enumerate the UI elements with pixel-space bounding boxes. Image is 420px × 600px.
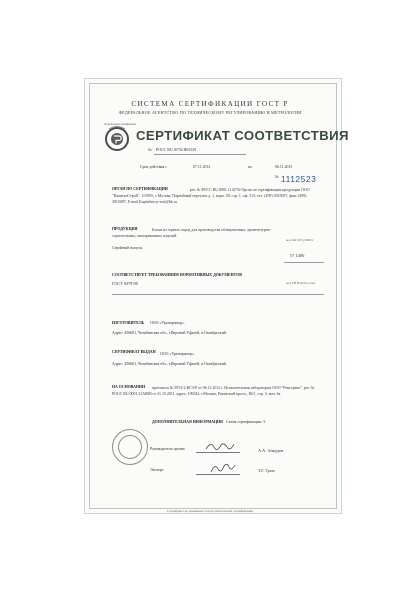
logo-caption: Добровольная сертификация (104, 123, 136, 126)
expert-signature-label: Эксперт (150, 468, 164, 472)
expert-signature-icon (210, 462, 236, 474)
requirements-label: СООТВЕТСТВУЕТ ТРЕБОВАНИЯМ НОРМАТИВНЫХ ДОКУМЕНТОВ (112, 273, 242, 277)
manufacturer-label: ИЗГОТОВИТЕЛЬ (112, 321, 145, 325)
product-text: Блоки из горных пород для производства облицовочных, архитектурно-строительных, мемориальных изделий. (112, 228, 272, 238)
valid-from: 07.11.2012 (193, 165, 211, 169)
manufacturer-name: ООО «Уралмрамор». (150, 321, 185, 325)
valid-to: 06.11.2015 (275, 165, 293, 169)
valid-to-label: по (248, 165, 253, 169)
okp-label: код ОК 005 (ОКП): (286, 238, 314, 242)
additional-label: ДОПОЛНИТЕЛЬНАЯ ИНФОРМАЦИЯ (152, 420, 223, 424)
head-signature-icon (205, 440, 235, 452)
reg-number: 1112523 (281, 174, 317, 184)
product-label: ПРОДУКЦИЯ (112, 227, 138, 231)
cert-number-label: № (148, 148, 152, 152)
basis-text: протокола № 5974-2-КСЗ-Р от 06.11.2012 г. Испытательная лаборатория ООО "Ремсервис", рег. № РОСС RU.0001.21АВ80 от 21.10.2011, адрес: 109542, г.Москва, Рязанский просп., 86/1, стр. 3, ком. 6а (112, 386, 315, 396)
okp-code: 57 1400 (290, 253, 305, 258)
system-title: СИСТЕМА СЕРТИФИКАЦИИ ГОСТ Р (131, 100, 289, 108)
issued-to-name: ООО «Уралмрамор». (160, 352, 195, 356)
requirements-doc: ГОСТ 9479-98 (112, 281, 138, 286)
organ-text: рег. № РОСС RU.0001.11АГ92 Орган по сертификации продукции ООО "КапиталСтрой". 115093, г. Москва, Партийный переулок д. 1, корп. 58, стр. 1, оф. 313, тел. (499) 3915007, факс (499) 3915007, E-mail Kapitalstroy-sert@bk.ru (112, 188, 310, 204)
manufacturer-address: Адрес: 456601, Челябинская обл., г.Верхний Уфалей, п.Октябрьский. (112, 331, 227, 335)
agency-title: ФЕДЕРАЛЬНОЕ АГЕНТСТВО ПО ТЕХНИЧЕСКОМУ РЕГУЛИРОВАНИЮ И МЕТРОЛОГИИ (118, 110, 302, 115)
certificate-footer: Сертификат не применяется при обязательной сертификации (167, 509, 253, 513)
head-name: А.А. Анкудов (258, 448, 284, 453)
tn-ved-label: код ТН ВЭД России: (286, 281, 316, 285)
cert-number: РОСС RU.АГ92.Н02329 (156, 148, 197, 152)
gost-r-logo-icon (104, 123, 130, 153)
organ-label: ОРГАН ПО СЕРТИФИКАЦИИ (112, 187, 168, 191)
head-signature-label: Руководитель органа (150, 447, 185, 451)
additional-text: Схема сертификации: 3. (226, 420, 266, 424)
certificate-title: СЕРТИФИКАТ СООТВЕТСТВИЯ (136, 128, 349, 143)
issued-to-address: Адрес: 456601, Челябинская обл., г.Верхний Уфалей, п.Октябрьский. (112, 362, 227, 366)
reg-number-label: № (275, 175, 279, 179)
issued-to-label: СЕРТИФИКАТ ВЫДАН (112, 350, 156, 354)
expert-name: Т.Г. Гром (258, 468, 275, 473)
official-stamp (112, 429, 148, 465)
product-serial: Серийный выпуск. (112, 246, 144, 250)
basis-label: НА ОСНОВАНИИ (112, 385, 145, 389)
validity-label: Срок действия с (140, 165, 167, 169)
